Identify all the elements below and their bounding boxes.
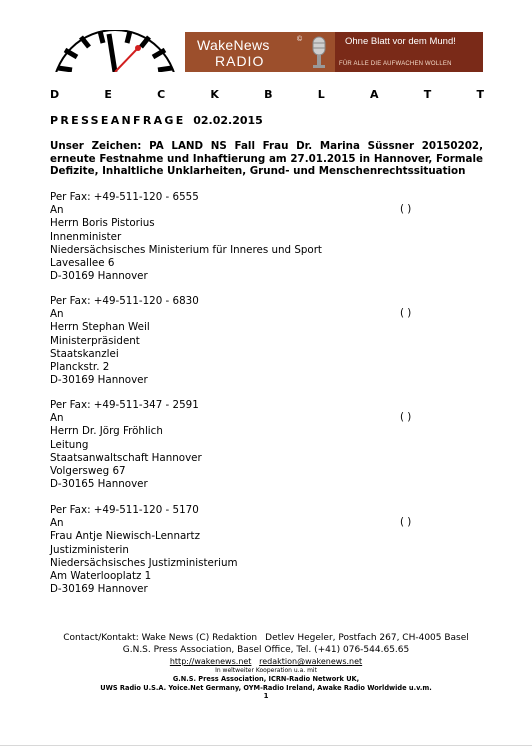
recipient-name: Herrn Stephan Weil [50, 321, 150, 334]
wakenews-logo [185, 32, 335, 72]
footer-partners-2: UWS Radio U.S.A. Yoice.Net Germany, OYM-Radio Ireland, Awake Radio Worldwide u.v.m. [100, 683, 432, 692]
title-letter: K [210, 88, 219, 101]
wakenews-banner [185, 32, 483, 72]
page-bottom-divider [0, 745, 532, 746]
recipient-org: Staatsanwaltschaft Hannover [50, 451, 202, 464]
fax-number: Per Fax: +49-511-120 - 6830 [50, 295, 199, 307]
recipient-city: D-30169 Hannover [50, 270, 148, 283]
recipient-block [50, 191, 470, 283]
title-letter: T [476, 88, 484, 101]
recipient-role: Justizministerin [50, 543, 129, 556]
checkbox-marker[interactable]: ( ) [400, 516, 412, 528]
recipient-block [50, 295, 470, 387]
presse-date: 02.02.2015 [193, 114, 263, 127]
title-letter: D [50, 88, 60, 101]
title-letter: A [369, 88, 379, 101]
deckblatt-title [50, 88, 484, 101]
logo-subtext: RADIO [215, 53, 265, 69]
title-letter: E [104, 88, 112, 101]
footer-partners-1: G.N.S. Press Association, ICRN-Radio Network UK, [172, 675, 360, 683]
recipient-name: Herrn Boris Pistorius [50, 217, 155, 230]
clock-logo-icon [50, 30, 180, 72]
title-letter: T [423, 88, 432, 101]
recipient-role: Ministerpräsident [50, 334, 140, 347]
footer-contact-b: Detlev Hegeler, Postfach 267, CH-4005 Basel [265, 633, 469, 643]
recipient-city: D-30169 Hannover [50, 583, 148, 596]
checkbox-marker[interactable]: ( ) [400, 307, 412, 319]
title-letter: L [317, 88, 325, 101]
checkbox-marker[interactable]: ( ) [400, 203, 412, 215]
recipient-an: An [50, 204, 64, 217]
subject-line: Unser Zeichen: PA LAND NS Fall Frau Dr. Marina Süssner 20150202, erneute Festnahme und Inhaftierung am 27.01.2015 in Hannover, Formale Defizite, Inhaltliche Unklarheiten, Grund- und Menschenrechtssituation [50, 140, 483, 177]
recipient-name: Herrn Dr. Jörg Fröhlich [50, 425, 163, 438]
recipient-block [50, 399, 470, 491]
presseanfrage-heading [50, 114, 263, 127]
footer-contact-a: Contact/Kontakt: Wake News (C) Redaktion [63, 633, 258, 643]
recipient-street: Lavesallee 6 [50, 257, 115, 270]
subslogan-text: FÜR ALLE DIE AUFWACHEN WOLLEN [339, 61, 452, 67]
page-number: 1 [263, 692, 269, 701]
recipient-org: Niedersächsisches Ministerium für Inneres und Sport [50, 243, 322, 256]
recipient-org: Niedersächsisches Justizministerium [50, 556, 238, 569]
recipient-an: An [50, 412, 64, 425]
fax-number: Per Fax: +49-511-120 - 6555 [50, 191, 199, 203]
footer-cooperation: In weltweiter Kooperation u.a. mit [215, 667, 317, 674]
recipient-city: D-30165 Hannover [50, 478, 148, 491]
recipient-role: Leitung [50, 438, 89, 451]
recipient-city: D-30169 Hannover [50, 374, 148, 387]
email-link[interactable]: redaktion@wakenews.net [259, 657, 363, 666]
fax-number: Per Fax: +49-511-120 - 5170 [50, 504, 199, 516]
checkbox-marker[interactable]: ( ) [400, 411, 412, 423]
footer-association: G.N.S. Press Association, Basel Office, Tel. (+41) 076-544.65.65 [122, 644, 410, 655]
recipient-street: Volgersweg 67 [50, 465, 126, 478]
recipient-street: Am Waterlooplatz 1 [50, 570, 152, 583]
copyright-mark: © [297, 36, 303, 43]
presse-word: PRESSEANFRAGE [50, 114, 186, 127]
recipient-role: Innenminister [50, 230, 122, 243]
microphone-icon [309, 35, 329, 69]
website-link[interactable]: http://wakenews.net [169, 657, 252, 666]
footer [40, 633, 492, 701]
footer-contact [40, 633, 492, 645]
recipient-an: An [50, 517, 64, 530]
slogan-text: Ohne Blatt vor dem Mund! [345, 36, 456, 47]
title-letter: B [264, 88, 273, 101]
recipient-an: An [50, 308, 64, 321]
footer-links [40, 656, 492, 667]
recipient-street: Planckstr. 2 [50, 361, 110, 374]
title-letter: C [157, 88, 166, 101]
recipient-name: Frau Antje Niewisch-Lennartz [50, 530, 200, 543]
recipient-org: Staatskanzlei [50, 347, 119, 360]
recipient-block [50, 504, 470, 596]
logo-text: WakeNews [197, 37, 270, 53]
slogan-panel [335, 32, 483, 72]
fax-number: Per Fax: +49-511-347 - 2591 [50, 399, 199, 411]
